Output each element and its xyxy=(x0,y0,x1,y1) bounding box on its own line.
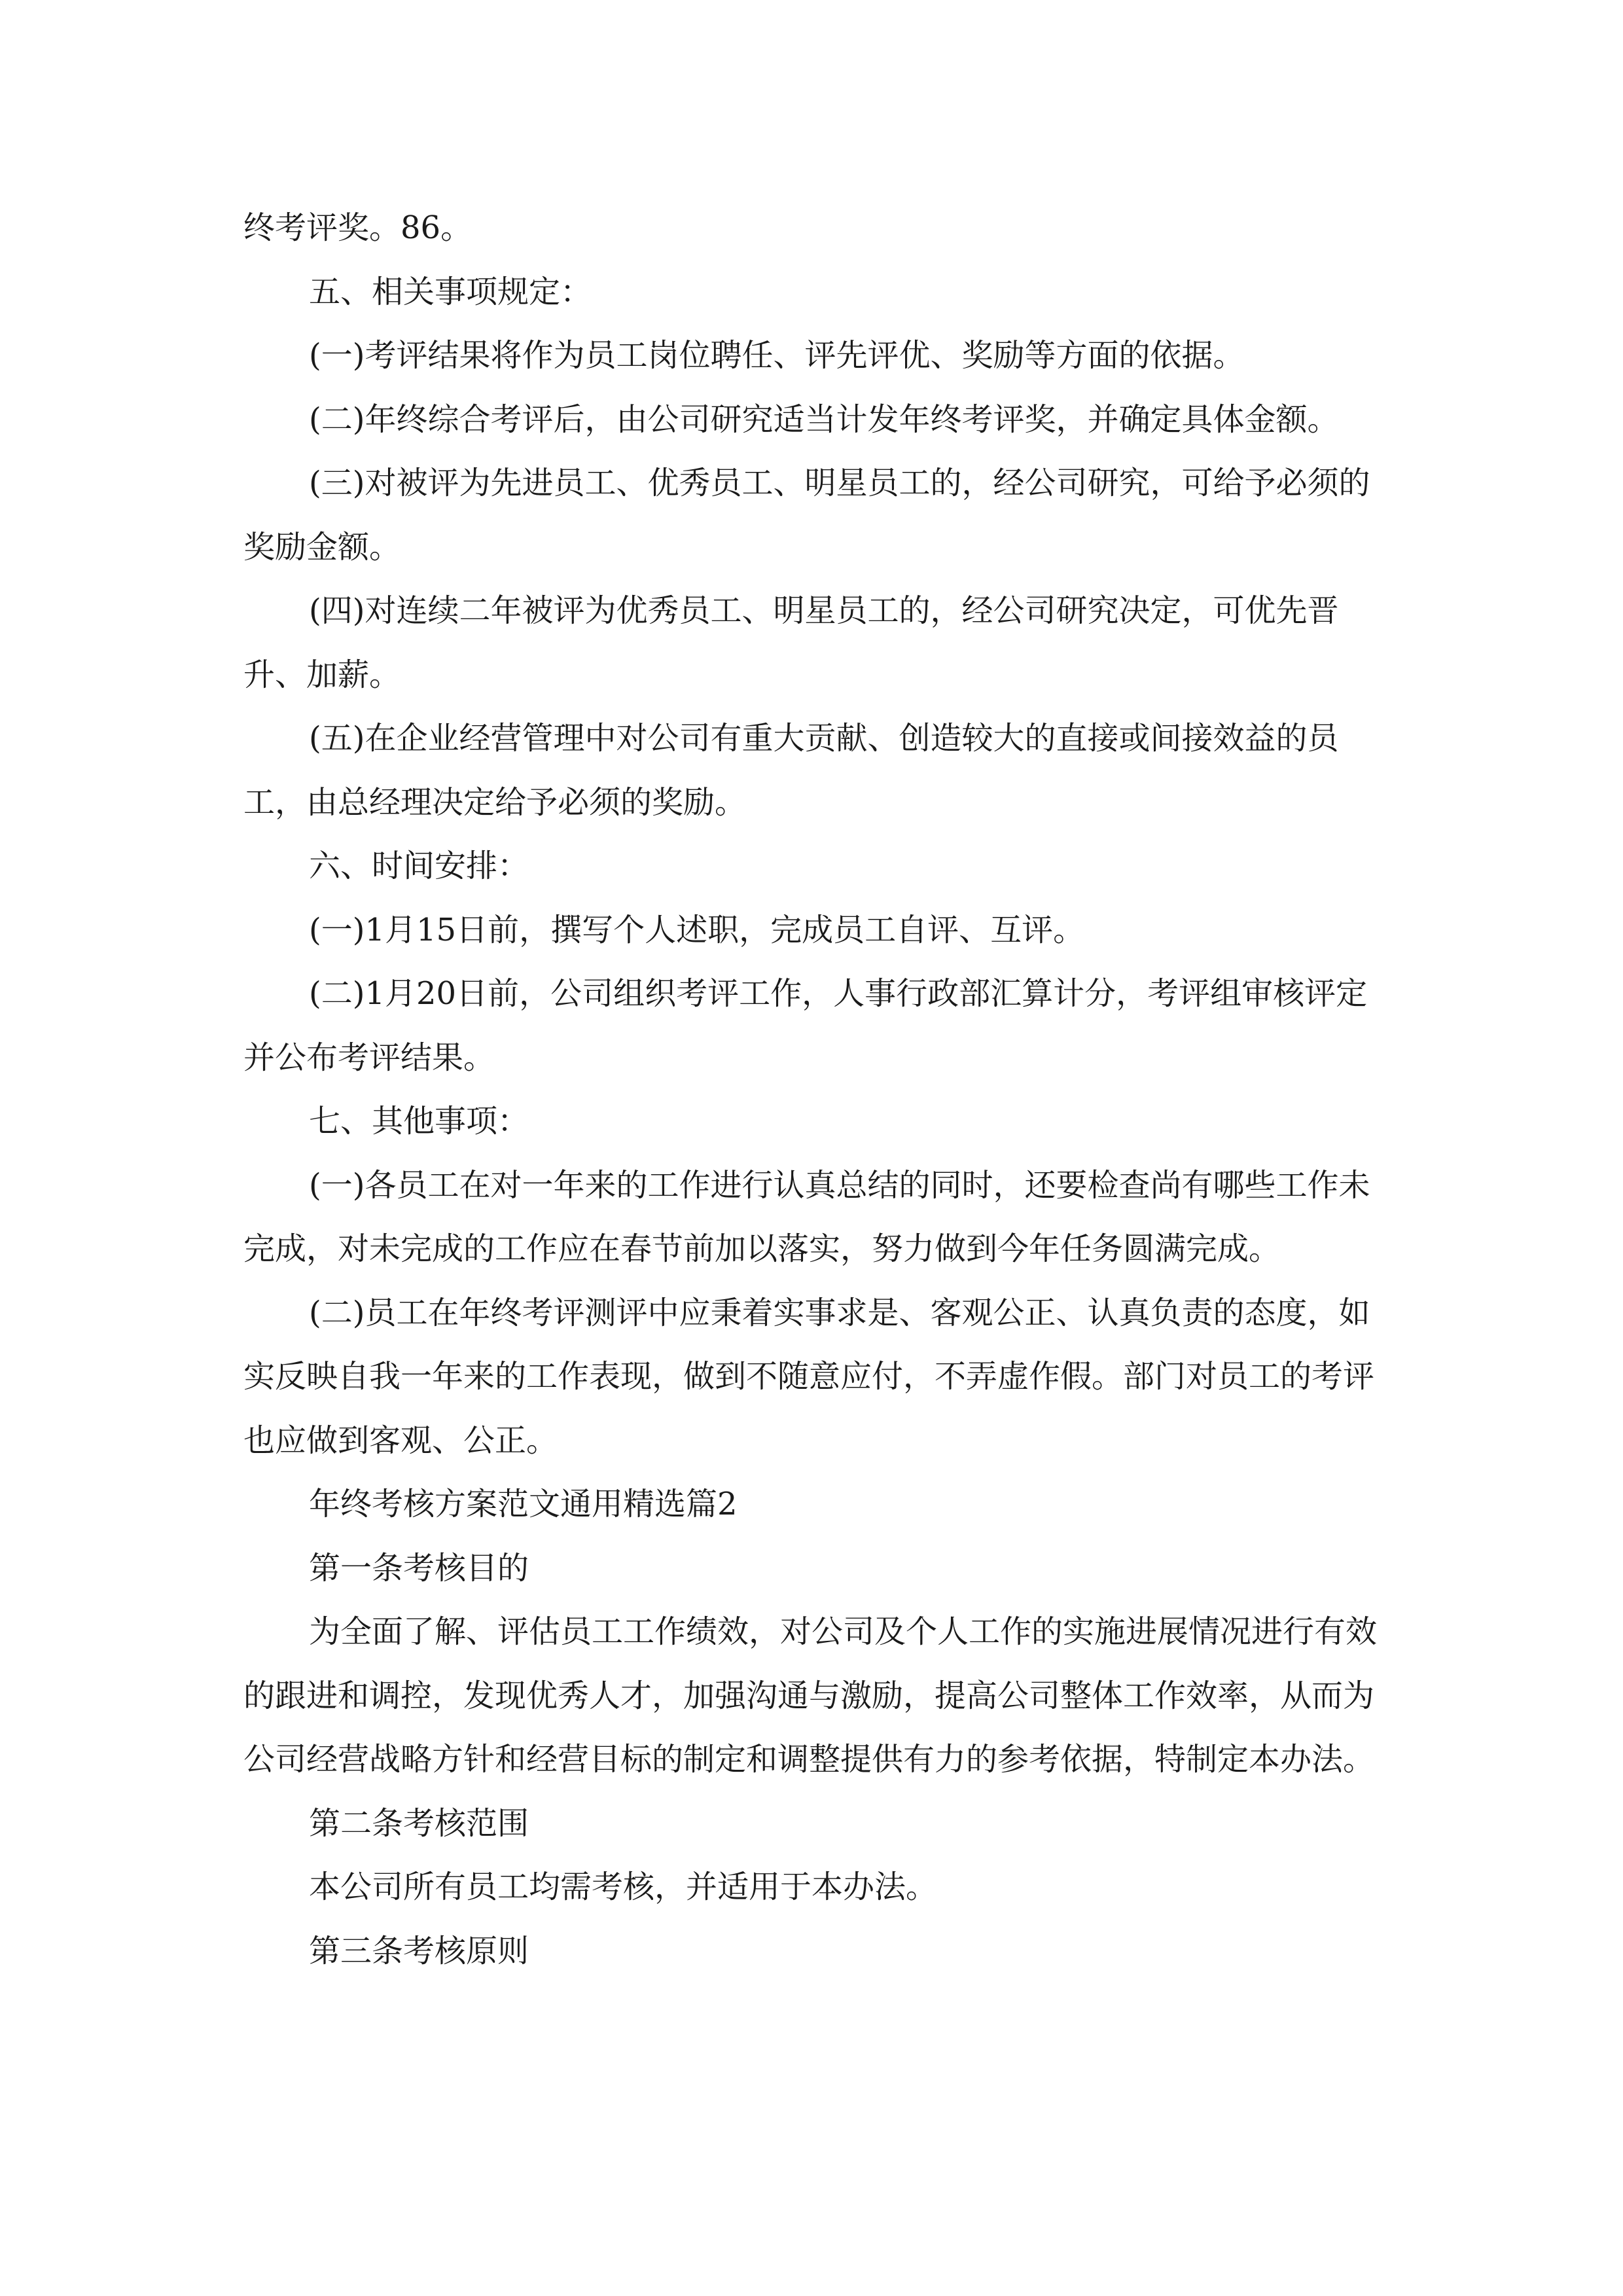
document-body xyxy=(243,196,1382,1983)
paragraph-item: (二)年终综合考评后，由公司研究适当计发年终考评奖，并确定具体金额。 xyxy=(309,401,1339,438)
article-heading: 第二条考核范围 xyxy=(309,1804,529,1842)
article-title: 年终考核方案范文通用精选篇2 xyxy=(309,1486,738,1522)
paragraph-item: (一)考评结果将作为员工岗位聘任、评先评优、奖励等方面的依据。 xyxy=(309,337,1245,374)
paragraph-body: 为全面了解、评估员工工作绩效，对公司及个人工作的实施进展情况进行有效的跟进和调控，发现优秀人才，加强沟通与激励，提高公司整体工作效率，从而为公司经营战略方针和经营目标的制定和调整提供有力的参考依据，特制定本办法。 xyxy=(243,1613,1378,1778)
paragraph-item: (三)对被评为先进员工、优秀员工、明星员工的，经公司研究，可给予必须的奖励金额。 xyxy=(243,465,1370,565)
paragraph-item: (二)员工在年终考评测评中应秉着实事求是、客观公正、认真负责的态度，如实反映自我一年来的工作表现，做到不随意应付，不弄虚作假。部门对员工的考评也应做到客观、公正。 xyxy=(243,1294,1375,1459)
paragraph-body: 本公司所有员工均需考核，并适用于本办法。 xyxy=(309,1869,938,1905)
article-heading: 第三条考核原则 xyxy=(309,1932,529,1969)
paragraph-item: (二)1月20日前，公司组织考评工作，人事行政部汇算计分，考评组审核评定并公布考评结果。 xyxy=(243,975,1368,1076)
paragraph-item: (五)在企业经营管理中对公司有重大贡献、创造较大的直接或间接效益的员工，由总经理决定给予必须的奖励。 xyxy=(243,720,1339,821)
section-heading-6: 六、时间安排： xyxy=(309,848,529,884)
section-heading-5: 五、相关事项规定： xyxy=(309,273,592,310)
paragraph-continuation: 终考评奖。86。 xyxy=(243,209,473,246)
paragraph-item: (四)对连续二年被评为优秀员工、明星员工的，经公司研究决定，可优先晋升、加薪。 xyxy=(243,592,1339,693)
section-heading-7: 七、其他事项： xyxy=(309,1103,529,1139)
paragraph-item: (一)1月15日前，撰写个人述职，完成员工自评、互评。 xyxy=(309,911,1085,948)
article-heading: 第一条考核目的 xyxy=(309,1549,529,1587)
paragraph-item: (一)各员工在对一年来的工作进行认真总结的同时，还要检查尚有哪些工作未完成，对未完成的工作应在春节前加以落实，努力做到今年任务圆满完成。 xyxy=(243,1166,1370,1267)
